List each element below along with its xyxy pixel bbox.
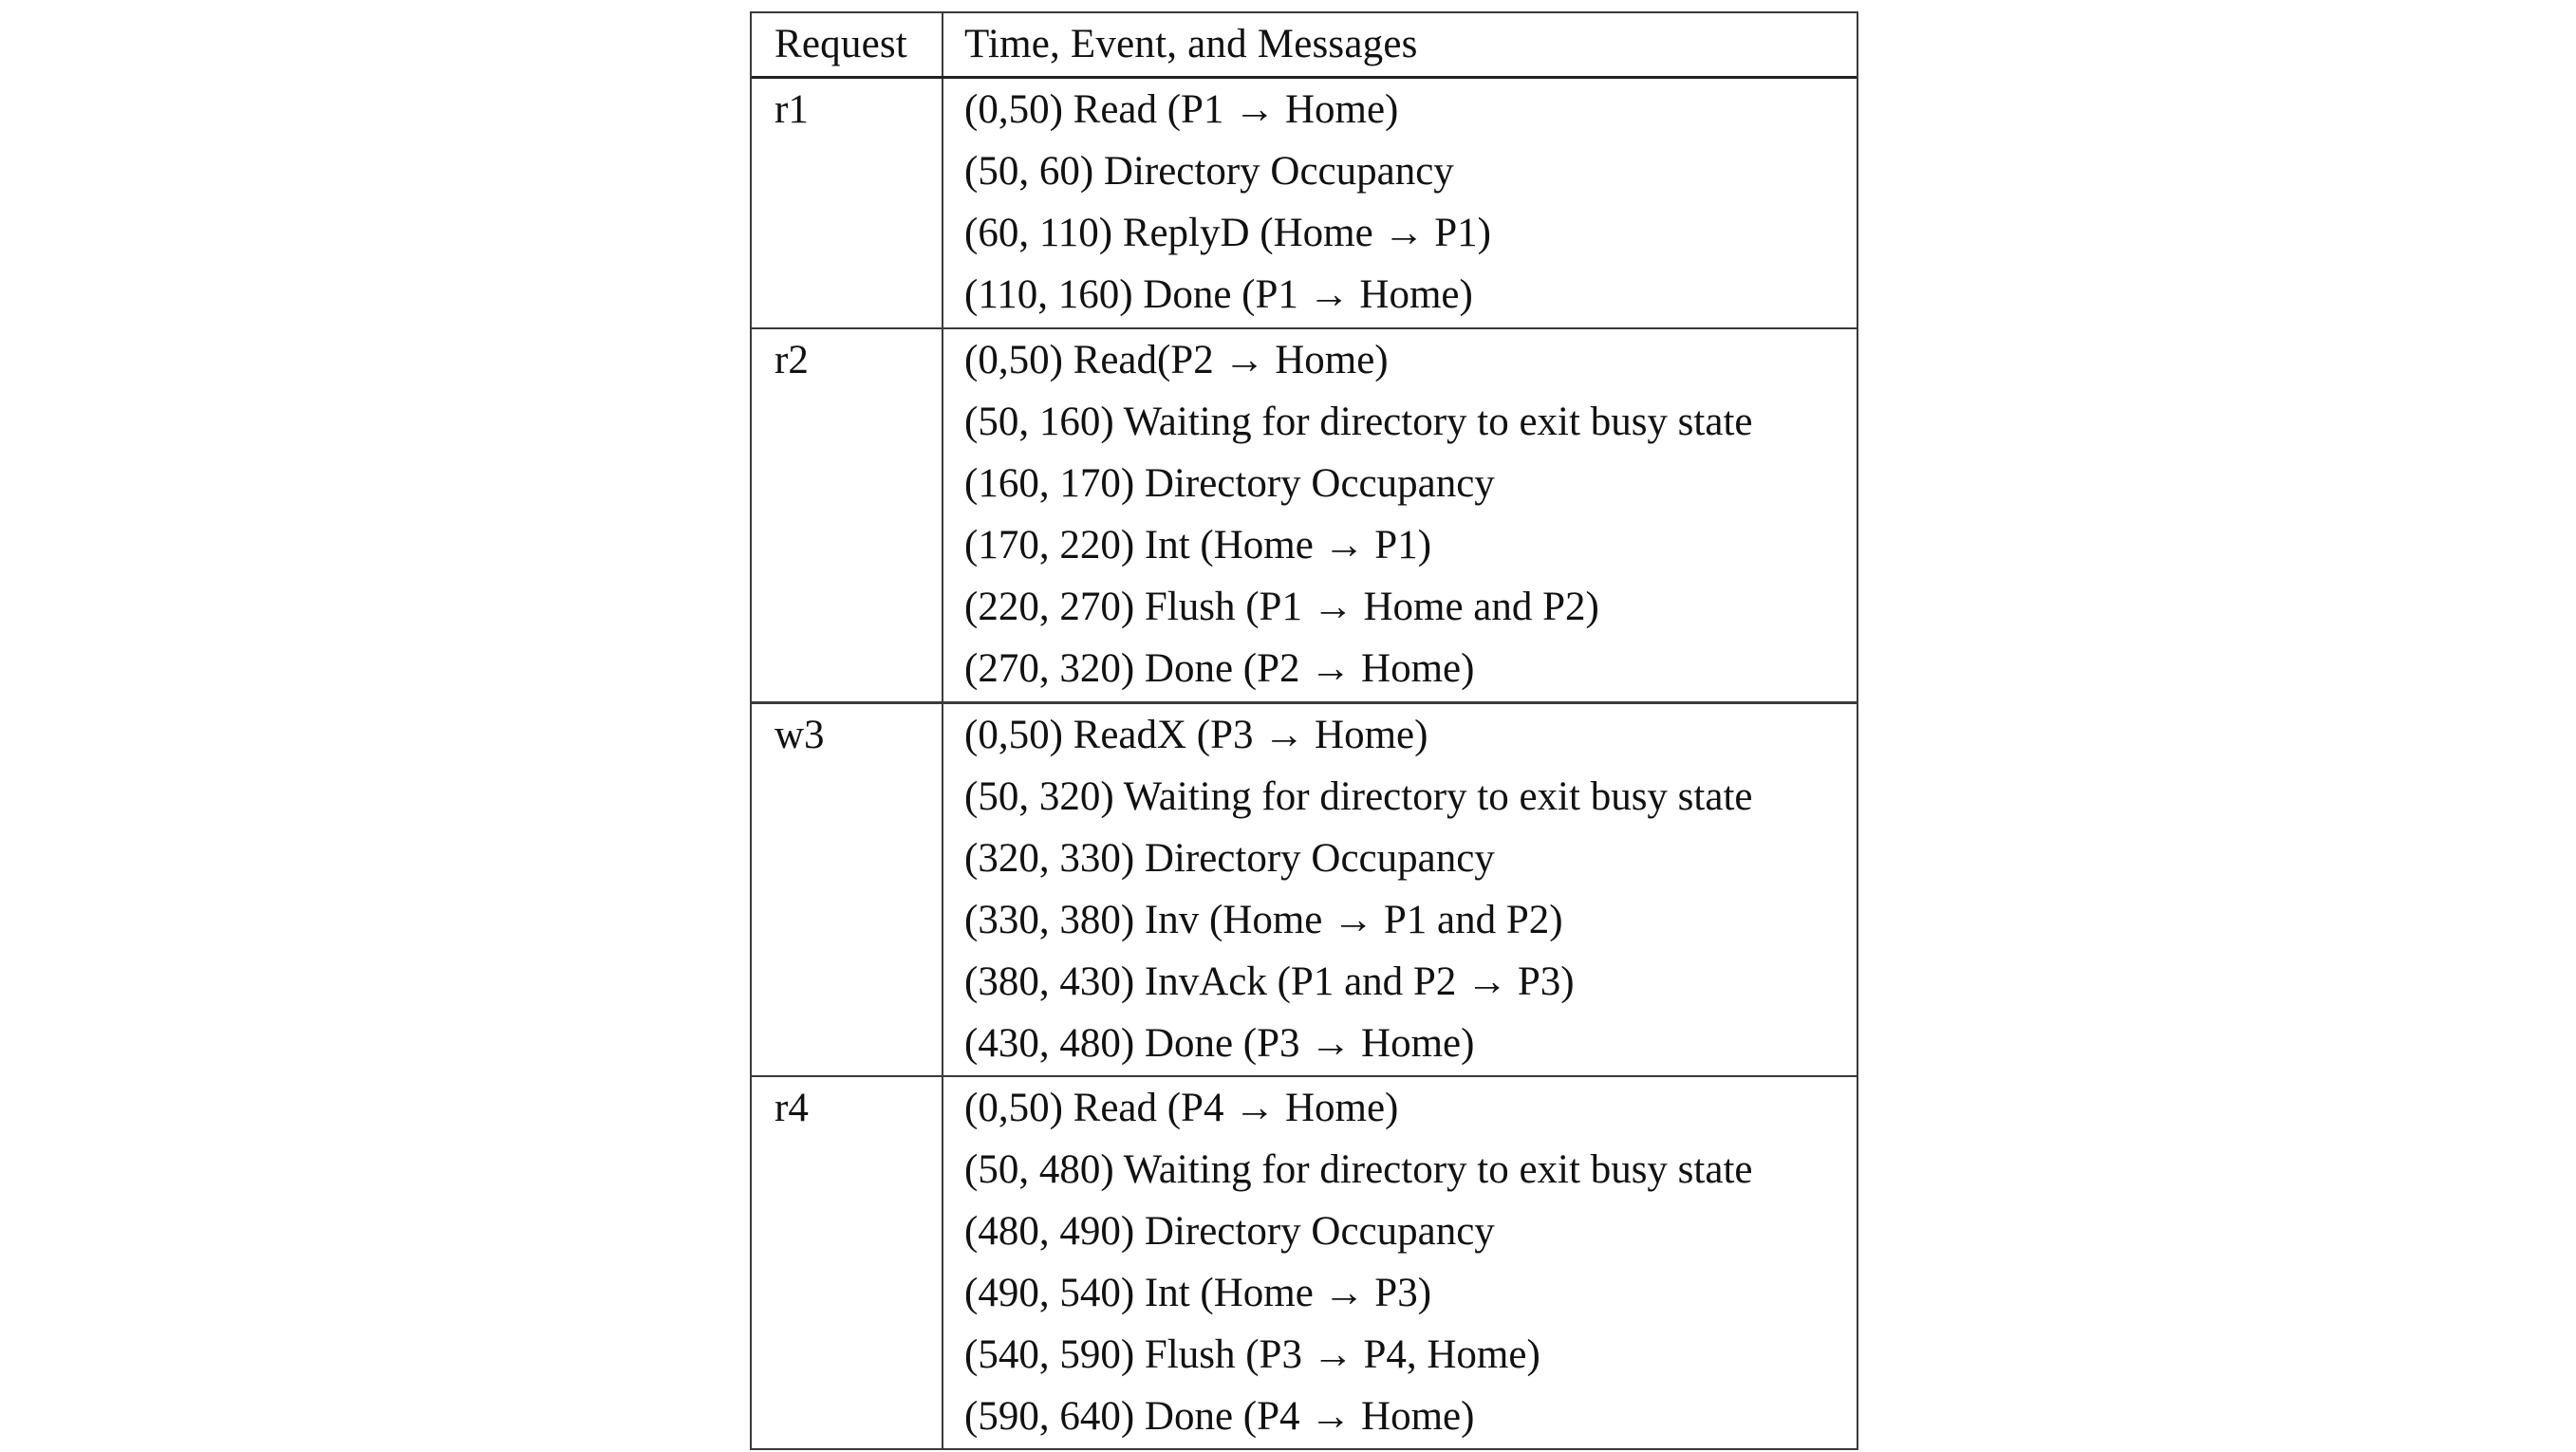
table-row: (50, 320) Waiting for directory to exit busy state: [964, 774, 1753, 819]
table-row: (50, 160) Waiting for directory to exit busy state: [964, 400, 1753, 444]
table-row: (0,50) Read(P2 → Home): [964, 338, 1389, 382]
header-time-event-messages: Time, Event, and Messages: [964, 22, 1418, 66]
request-label: r1: [775, 87, 809, 132]
request-label: w3: [775, 713, 825, 757]
table-header-row: [752, 13, 1857, 79]
table-row: (170, 220) Int (Home → P1): [964, 523, 1432, 568]
request-label: r2: [775, 338, 809, 382]
table-row: (50, 480) Waiting for directory to exit busy state: [964, 1147, 1753, 1192]
table-group-r4: [752, 1075, 1857, 1452]
table-group-r2: [752, 327, 1857, 701]
coherence-timeline-table: [750, 11, 1858, 1450]
table-row: (0,50) Read (P4 → Home): [964, 1086, 1399, 1130]
table-row: (0,50) ReadX (P3 → Home): [964, 713, 1428, 757]
table-row: (480, 490) Directory Occupancy: [964, 1209, 1495, 1254]
table-group-w3: [752, 701, 1857, 1076]
table-row: (590, 640) Done (P4 → Home): [964, 1394, 1475, 1439]
table-row: (320, 330) Directory Occupancy: [964, 836, 1495, 881]
table-row: (110, 160) Done (P1 → Home): [964, 272, 1473, 317]
table-row: (160, 170) Directory Occupancy: [964, 461, 1495, 506]
table-row: (540, 590) Flush (P3 → P4, Home): [964, 1332, 1540, 1377]
table-row: (330, 380) Inv (Home → P1 and P2): [964, 898, 1563, 942]
table-row: (60, 110) ReplyD (Home → P1): [964, 211, 1491, 255]
table-row: (0,50) Read (P1 → Home): [964, 87, 1399, 132]
table-group-r1: [752, 79, 1857, 327]
request-label: r4: [775, 1086, 809, 1130]
table-row: (220, 270) Flush (P1 → Home and P2): [964, 585, 1599, 629]
table-row: (380, 430) InvAck (P1 and P2 → P3): [964, 959, 1575, 1004]
table-row: (430, 480) Done (P3 → Home): [964, 1021, 1475, 1066]
table-row: (490, 540) Int (Home → P3): [964, 1271, 1432, 1315]
table-row: (50, 60) Directory Occupancy: [964, 149, 1454, 194]
header-request: Request: [775, 22, 907, 66]
table-row: (270, 320) Done (P2 → Home): [964, 646, 1475, 691]
